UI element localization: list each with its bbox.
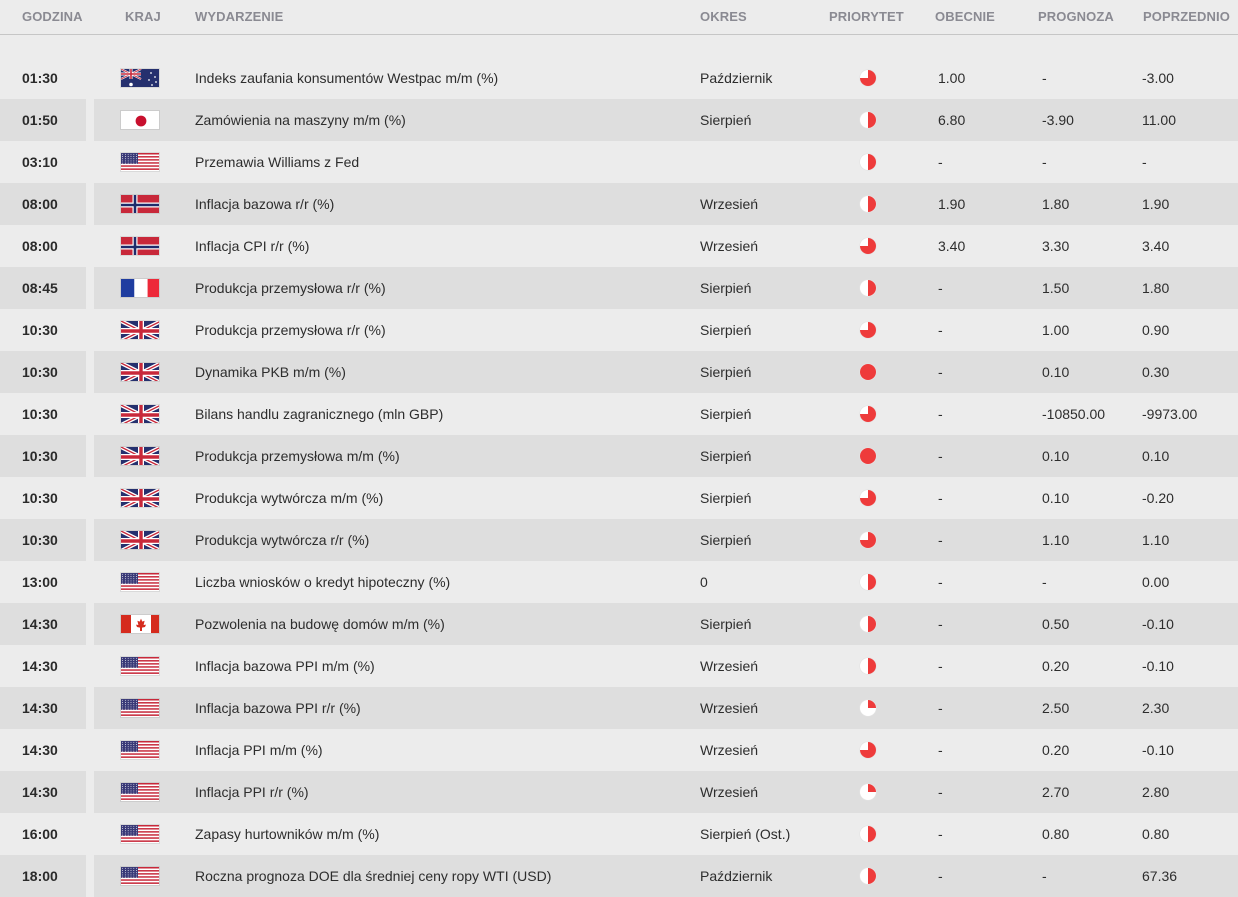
event-previous: 1.10 (1142, 532, 1170, 548)
event-time: 14:30 (22, 616, 58, 632)
event-actual: 3.40 (938, 238, 966, 254)
event-actual: - (938, 322, 943, 338)
event-actual: - (938, 784, 943, 800)
canada-flag (120, 614, 160, 634)
event-forecast: -10850.00 (1042, 406, 1106, 422)
event-actual: - (938, 574, 943, 590)
event-period: Wrzesień (700, 742, 759, 758)
priority-icon (859, 615, 877, 633)
table-row[interactable] (0, 183, 1238, 225)
priority-icon (859, 237, 877, 255)
norway-flag (120, 236, 160, 256)
event-time: 10:30 (22, 490, 58, 506)
header-time[interactable]: GODZINA (22, 9, 83, 24)
table-row[interactable] (0, 477, 1238, 519)
event-forecast: 0.10 (1042, 364, 1070, 380)
event-name: Inflacja bazowa PPI r/r (%) (195, 700, 361, 716)
event-name: Produkcja przemysłowa r/r (%) (195, 322, 386, 338)
priority-icon (859, 657, 877, 675)
event-time: 10:30 (22, 532, 58, 548)
event-actual: - (938, 532, 943, 548)
event-previous: -9973.00 (1142, 406, 1198, 422)
event-forecast: 0.10 (1042, 490, 1070, 506)
australia-flag (120, 68, 160, 88)
event-forecast: 1.50 (1042, 280, 1070, 296)
event-previous: 67.36 (1142, 868, 1178, 884)
event-name: Inflacja CPI r/r (%) (195, 238, 310, 254)
event-previous: 3.40 (1142, 238, 1170, 254)
event-forecast: 3.30 (1042, 238, 1070, 254)
event-period: Październik (700, 868, 773, 884)
event-forecast: - (1042, 154, 1047, 170)
event-name: Liczba wniosków o kredyt hipoteczny (%) (195, 574, 451, 590)
event-time: 01:50 (22, 112, 58, 128)
priority-icon (859, 279, 877, 297)
event-previous: 2.30 (1142, 700, 1170, 716)
table-row[interactable] (0, 351, 1238, 393)
event-period: Wrzesień (700, 196, 759, 212)
event-name: Produkcja przemysłowa m/m (%) (195, 448, 400, 464)
header-priority[interactable]: PRIORYTET (829, 9, 904, 24)
event-forecast: -3.90 (1042, 112, 1074, 128)
event-period: Październik (700, 70, 773, 86)
table-row[interactable] (0, 519, 1238, 561)
event-actual: 1.90 (938, 196, 966, 212)
event-previous: 1.80 (1142, 280, 1170, 296)
usa-flag (120, 866, 160, 886)
event-forecast: - (1042, 574, 1047, 590)
event-forecast: 1.80 (1042, 196, 1070, 212)
event-name: Inflacja PPI r/r (%) (195, 784, 309, 800)
event-actual: 6.80 (938, 112, 966, 128)
event-actual: - (938, 490, 943, 506)
uk-flag (120, 404, 160, 424)
table-row[interactable] (0, 855, 1238, 897)
table-header (0, 0, 1238, 35)
event-time: 08:45 (22, 280, 58, 296)
event-name: Dynamika PKB m/m (%) (195, 364, 346, 380)
event-period: Sierpień (700, 532, 752, 548)
table-row[interactable] (0, 687, 1238, 729)
event-time: 18:00 (22, 868, 58, 884)
event-name: Inflacja bazowa PPI m/m (%) (195, 658, 375, 674)
event-previous: 11.00 (1142, 112, 1176, 128)
event-actual: - (938, 826, 943, 842)
event-name: Indeks zaufania konsumentów Westpac m/m (%) (195, 70, 499, 86)
priority-icon (859, 153, 877, 171)
event-name: Produkcja wytwórcza m/m (%) (195, 490, 384, 506)
event-previous: -0.10 (1142, 616, 1174, 632)
event-name: Pozwolenia na budowę domów m/m (%) (195, 616, 445, 632)
event-previous: 2.80 (1142, 784, 1170, 800)
event-forecast: - (1042, 70, 1047, 86)
table-row[interactable] (0, 729, 1238, 771)
event-forecast: - (1042, 868, 1047, 884)
event-name: Inflacja bazowa r/r (%) (195, 196, 335, 212)
event-actual: - (938, 700, 943, 716)
event-actual: - (938, 742, 943, 758)
event-actual: - (938, 616, 943, 632)
table-row[interactable] (0, 645, 1238, 687)
event-name: Zamówienia na maszyny m/m (%) (195, 112, 406, 128)
usa-flag (120, 656, 160, 676)
event-period: Sierpień (700, 448, 752, 464)
header-forecast[interactable]: PROGNOZA (1038, 9, 1114, 24)
event-name: Produkcja przemysłowa r/r (%) (195, 280, 386, 296)
header-previous[interactable]: POPRZEDNIO (1143, 9, 1230, 24)
priority-icon (859, 363, 877, 381)
event-actual: - (938, 448, 943, 464)
priority-icon (859, 531, 877, 549)
priority-icon (859, 489, 877, 507)
table-row[interactable] (0, 561, 1238, 603)
event-forecast: 0.20 (1042, 658, 1070, 674)
event-forecast: 2.50 (1042, 700, 1070, 716)
event-forecast: 0.20 (1042, 742, 1070, 758)
event-previous: 0.80 (1142, 826, 1170, 842)
table-row[interactable] (0, 771, 1238, 813)
event-name: Zapasy hurtowników m/m (%) (195, 826, 380, 842)
table-row[interactable] (0, 435, 1238, 477)
priority-icon (859, 321, 877, 339)
event-forecast: 0.50 (1042, 616, 1070, 632)
event-name: Roczna prognoza DOE dla średniej ceny ropy WTI (USD) (195, 868, 552, 884)
event-period: Wrzesień (700, 700, 759, 716)
event-forecast: 0.80 (1042, 826, 1070, 842)
table-row[interactable] (0, 141, 1238, 183)
event-time: 03:10 (22, 154, 58, 170)
header-period[interactable]: OKRES (700, 9, 747, 24)
uk-flag (120, 446, 160, 466)
table-row[interactable] (0, 267, 1238, 309)
japan-flag (120, 110, 160, 130)
event-time: 10:30 (22, 448, 58, 464)
priority-icon (859, 111, 877, 129)
event-actual: - (938, 658, 943, 674)
event-previous: 0.00 (1142, 574, 1170, 590)
table-row[interactable] (0, 309, 1238, 351)
france-flag (120, 278, 160, 298)
event-time: 13:00 (22, 574, 58, 590)
event-period: Sierpień (700, 406, 752, 422)
event-period: Sierpień (700, 616, 752, 632)
event-name: Przemawia Williams z Fed (195, 154, 360, 170)
priority-icon (859, 195, 877, 213)
event-previous: 0.30 (1142, 364, 1170, 380)
event-previous: 0.90 (1142, 322, 1170, 338)
event-previous: -0.20 (1142, 490, 1174, 506)
event-forecast: 2.70 (1042, 784, 1070, 800)
event-period: Wrzesień (700, 784, 759, 800)
event-period: Wrzesień (700, 238, 759, 254)
usa-flag (120, 572, 160, 592)
event-previous: -3.00 (1142, 70, 1174, 86)
header-actual[interactable]: OBECNIE (935, 9, 995, 24)
event-period: Sierpień (700, 322, 752, 338)
usa-flag (120, 698, 160, 718)
event-time: 14:30 (22, 742, 58, 758)
uk-flag (120, 530, 160, 550)
events-table (0, 57, 1238, 897)
event-time: 08:00 (22, 196, 58, 212)
table-row[interactable] (0, 99, 1238, 141)
event-time: 14:30 (22, 658, 58, 674)
priority-icon (859, 699, 877, 717)
priority-icon (859, 69, 877, 87)
event-previous: - (1142, 154, 1147, 170)
usa-flag (120, 824, 160, 844)
usa-flag (120, 740, 160, 760)
priority-icon (859, 825, 877, 843)
event-time: 10:30 (22, 406, 58, 422)
event-period: Sierpień (700, 364, 752, 380)
event-period: Sierpień (700, 490, 752, 506)
event-actual: - (938, 406, 943, 422)
event-name: Bilans handlu zagranicznego (mln GBP) (195, 406, 444, 422)
event-time: 01:30 (22, 70, 58, 86)
event-actual: 1.00 (938, 70, 966, 86)
event-name: Produkcja wytwórcza r/r (%) (195, 532, 370, 548)
event-time: 10:30 (22, 322, 58, 338)
table-row[interactable] (0, 813, 1238, 855)
event-actual: - (938, 364, 943, 380)
event-time: 14:30 (22, 700, 58, 716)
uk-flag (120, 320, 160, 340)
usa-flag (120, 782, 160, 802)
event-period: Sierpień (Ost.) (700, 826, 791, 842)
event-forecast: 1.10 (1042, 532, 1070, 548)
event-actual: - (938, 280, 943, 296)
uk-flag (120, 362, 160, 382)
norway-flag (120, 194, 160, 214)
event-actual: - (938, 868, 943, 884)
event-forecast: 1.00 (1042, 322, 1070, 338)
header-country[interactable]: KRAJ (125, 9, 161, 24)
event-period: Wrzesień (700, 658, 759, 674)
priority-icon (859, 573, 877, 591)
table-row[interactable] (0, 603, 1238, 645)
priority-icon (859, 741, 877, 759)
priority-icon (859, 447, 877, 465)
event-time: 08:00 (22, 238, 58, 254)
event-name: Inflacja PPI m/m (%) (195, 742, 323, 758)
event-time: 10:30 (22, 364, 58, 380)
event-forecast: 0.10 (1042, 448, 1070, 464)
usa-flag (120, 152, 160, 172)
header-event[interactable]: WYDARZENIE (195, 9, 284, 24)
table-row[interactable] (0, 393, 1238, 435)
event-period: 0 (700, 574, 708, 590)
event-previous: -0.10 (1142, 658, 1174, 674)
event-previous: -0.10 (1142, 742, 1174, 758)
event-time: 16:00 (22, 826, 58, 842)
event-period: Sierpień (700, 112, 752, 128)
event-period: Sierpień (700, 280, 752, 296)
event-previous: 1.90 (1142, 196, 1170, 212)
priority-icon (859, 867, 877, 885)
event-time: 14:30 (22, 784, 58, 800)
table-row[interactable] (0, 225, 1238, 267)
priority-icon (859, 405, 877, 423)
uk-flag (120, 488, 160, 508)
event-actual: - (938, 154, 943, 170)
table-row[interactable] (0, 57, 1238, 99)
event-previous: 0.10 (1142, 448, 1170, 464)
priority-icon (859, 783, 877, 801)
